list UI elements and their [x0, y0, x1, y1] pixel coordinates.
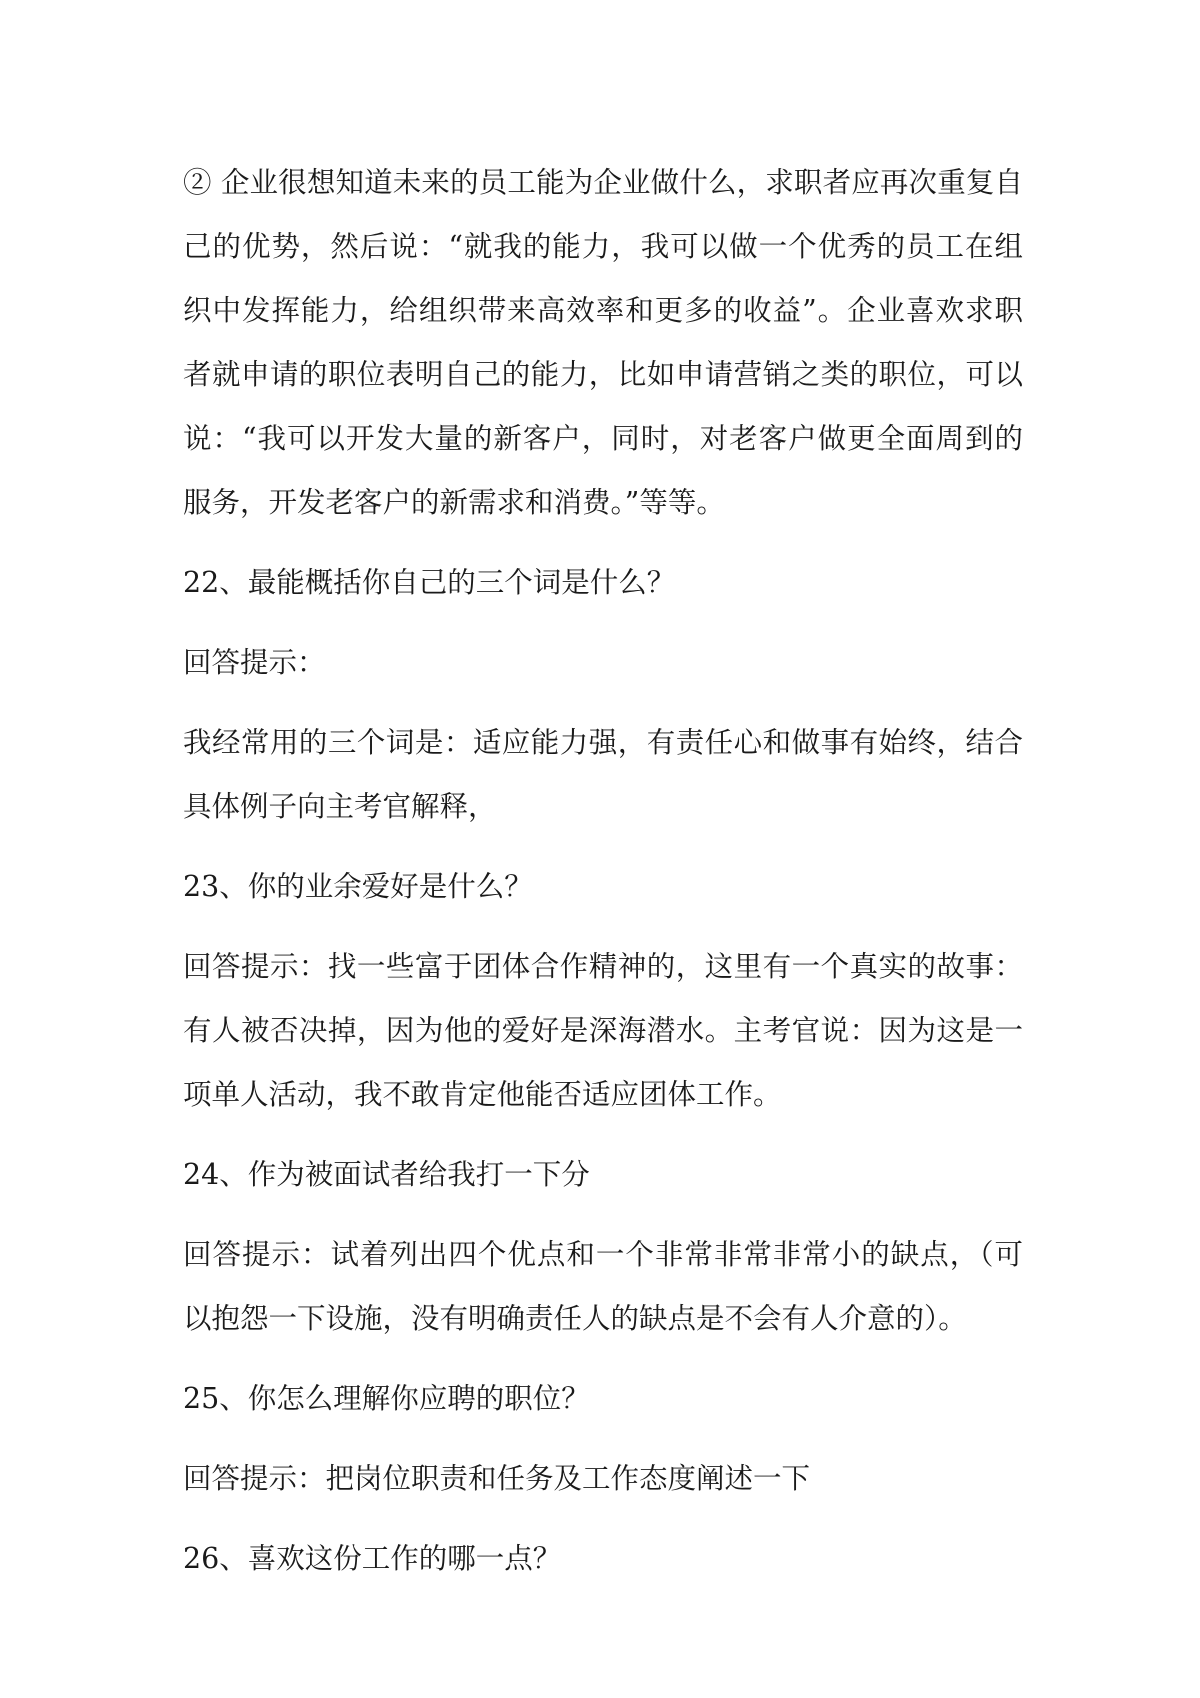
question-26: 26、喜欢这份工作的哪一点？ — [183, 1542, 562, 1575]
question-25: 25、你怎么理解你应聘的职位？ — [183, 1382, 590, 1415]
answer-hint-label: 回答提示： — [183, 646, 326, 679]
answer-25: 回答提示：把岗位职责和任务及工作态度阐述一下 — [183, 1462, 811, 1495]
question-22: 22、最能概括你自己的三个词是什么？ — [183, 566, 676, 599]
document-body — [183, 151, 1023, 1607]
answer-22: 我经常用的三个词是：适应能力强，有责任心和做事有始终，结合具体例子向主考官解释， — [183, 726, 1023, 823]
paragraph-answer-21-point-2: ② 企业很想知道未来的员工能为企业做什么，求职者应再次重复自己的优势，然后说：“就我的能力，我可以做一个优秀的员工在组织中发挥能力，给组织带来高效率和更多的收益”。企业喜欢求职者就申请的职位表明自己的能力，比如申请营销之类的职位，可以说：“我可以开发大量的新客户，同时，对老客户做更全面周到的服务，开发老客户的新需求和消费。”等等。 — [183, 166, 1023, 519]
question-24: 24、作为被面试者给我打一下分 — [183, 1158, 590, 1191]
answer-23: 回答提示：找一些富于团体合作精神的，这里有一个真实的故事：有人被否决掉，因为他的爱好是深海潜水。主考官说：因为这是一项单人活动，我不敢肯定他能否适应团体工作。 — [183, 950, 1023, 1111]
question-23: 23、你的业余爱好是什么？ — [183, 870, 533, 903]
answer-24: 回答提示：试着列出四个优点和一个非常非常非常小的缺点，（可以抱怨一下设施，没有明确责任人的缺点是不会有人介意的）。 — [183, 1238, 1023, 1335]
